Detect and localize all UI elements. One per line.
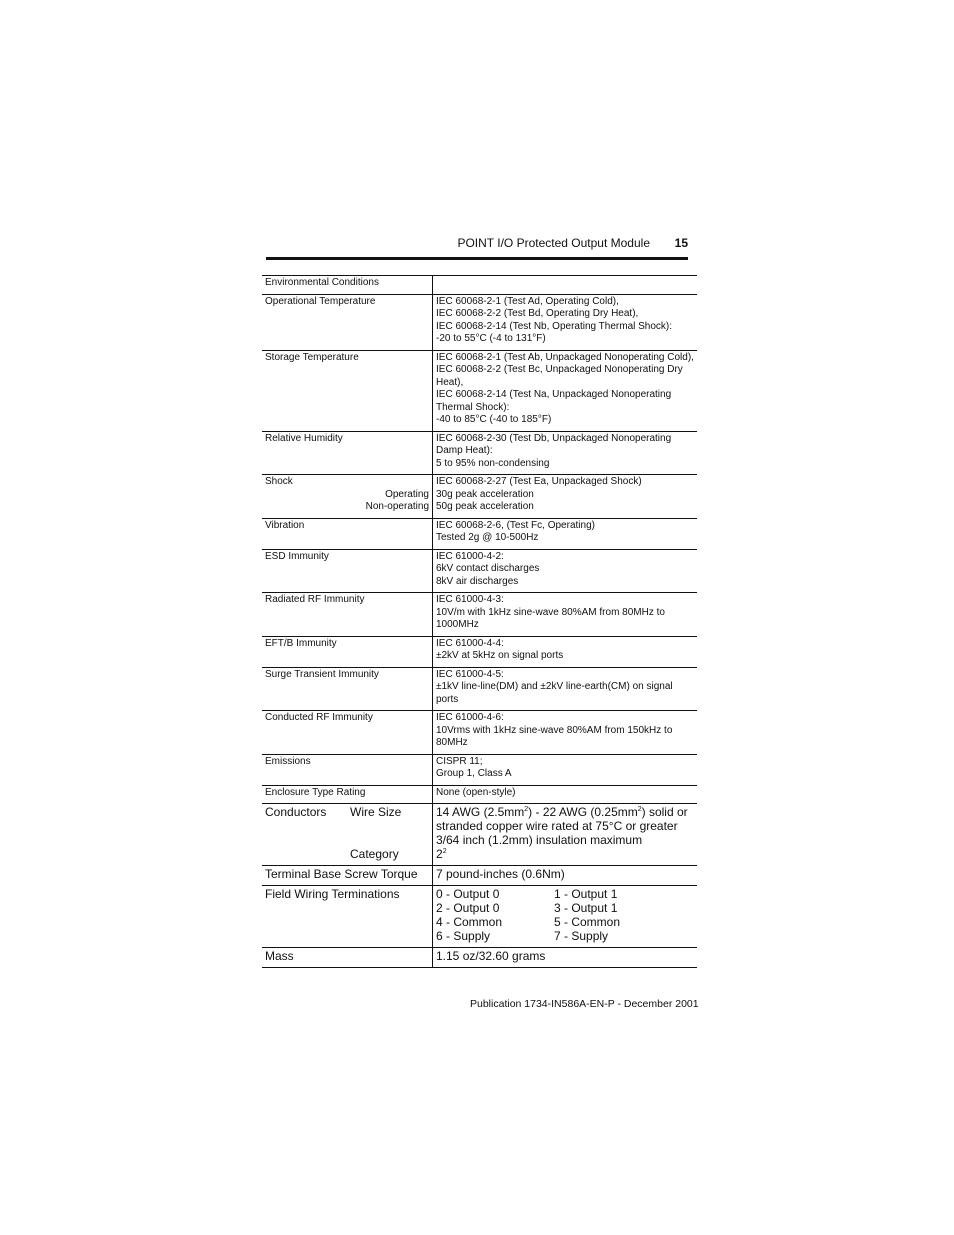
torque-label: Terminal Base Screw Torque <box>262 866 433 886</box>
shock-value: IEC 60068-2-27 (Test Ea, Unpackaged Shock) 30g peak acceleration 50g peak acceleration <box>433 475 698 519</box>
table-row <box>262 711 697 755</box>
table-row <box>262 866 697 886</box>
esd-label: ESD Immunity <box>262 549 433 593</box>
page-number: 15 <box>674 236 688 250</box>
publication-footer: Publication 1734-IN586A-EN-P - December 2001 <box>470 998 699 1010</box>
terminal-item: 1 - Output 1 <box>554 887 618 901</box>
shock-label: Shock Operating Non-operating <box>262 475 433 519</box>
wire-size-label: Wire Size <box>350 805 402 819</box>
terminal-item: 3 - Output 1 <box>554 901 618 915</box>
emissions-label: Emissions <box>262 754 433 785</box>
storage-temp-value: IEC 60068-2-1 (Test Ab, Unpackaged Nonoperating Cold), IEC 60068-2-2 (Test Bc, Unpackaged Nonoperating Dry Heat), IEC 60068-2-14 (Test Na, Unpackaged Nonoperating Thermal Shock): -40 to 85°C (-40 to 185°F) <box>433 350 698 431</box>
eft-value: IEC 61000-4-4: ±2kV at 5kHz on signal ports <box>433 636 698 667</box>
conductors-label: Conductors Wire Size Category <box>262 804 433 866</box>
table-row <box>262 518 697 549</box>
table-row <box>262 276 697 295</box>
operational-temp-value: IEC 60068-2-1 (Test Ad, Operating Cold), IEC 60068-2-2 (Test Bd, Operating Dry Heat), IEC 60068-2-14 (Test Nb, Operating Thermal Shock): -20 to 55°C (-4 to 131°F) <box>433 294 698 350</box>
table-row <box>262 886 697 948</box>
conductors-value: 14 AWG $(2.5mm^2) - 22$ AWG $(0.25mm^2)$ solid or stranded copper wire rated at 75°C or greater 3/64 inch (1.2mm) insulation maximum $2^2$ <box>433 804 698 866</box>
table-row <box>262 754 697 785</box>
terminal-item: 2 - Output 0 <box>436 901 500 915</box>
emissions-value: CISPR 11; Group 1, Class A <box>433 754 698 785</box>
field-wiring-value <box>433 886 698 948</box>
esd-value: IEC 61000-4-2: 6kV contact discharges 8kV air discharges <box>433 549 698 593</box>
table-row <box>262 294 697 350</box>
table-row <box>262 431 697 475</box>
radiated-rf-label: Radiated RF Immunity <box>262 593 433 637</box>
vibration-value: IEC 60068-2-6, (Test Fc, Operating) Tested 2g @ 10-500Hz <box>433 518 698 549</box>
humidity-value: IEC 60068-2-30 (Test Db, Unpackaged Nonoperating Damp Heat): 5 to 95% non-condensing <box>433 431 698 475</box>
mass-value: 1.15 oz/32.60 grams <box>433 948 698 968</box>
enclosure-label: Enclosure Type Rating <box>262 785 433 804</box>
torque-value: 7 pound-inches (0.6Nm) <box>433 866 698 886</box>
table-row <box>262 549 697 593</box>
page-header <box>266 236 690 258</box>
terminal-item: 4 - Common <box>436 915 503 929</box>
surge-label: Surge Transient Immunity <box>262 667 433 711</box>
operational-temp-label: Operational Temperature <box>262 294 433 350</box>
terminal-item: 7 - Supply <box>554 929 609 943</box>
storage-temp-label: Storage Temperature <box>262 350 433 431</box>
table-row <box>262 667 697 711</box>
field-wiring-label: Field Wiring Terminations <box>262 886 433 948</box>
table-row <box>262 593 697 637</box>
enclosure-value: None (open-style) <box>433 785 698 804</box>
mass-label: Mass <box>262 948 433 968</box>
terminal-item: 0 - Output 0 <box>436 887 500 901</box>
table-row <box>262 785 697 804</box>
specifications-table <box>262 275 697 968</box>
table-row <box>262 350 697 431</box>
surge-value: IEC 61000-4-5: ±1kV line-line(DM) and ±2kV line-earth(CM) on signal ports <box>433 667 698 711</box>
terminal-item: 6 - Supply <box>436 929 491 943</box>
table-row <box>262 804 697 866</box>
humidity-label: Relative Humidity <box>262 431 433 475</box>
header-title: POINT I/O Protected Output Module <box>457 236 650 250</box>
terminal-item: 5 - Common <box>554 915 621 929</box>
table-row <box>262 948 697 968</box>
header-rule <box>266 257 688 260</box>
category-label: Category <box>350 847 399 861</box>
shock-nonoperating-label: Non-operating <box>365 501 429 512</box>
conducted-rf-label: Conducted RF Immunity <box>262 711 433 755</box>
env-section-label: Environmental Conditions <box>262 276 433 295</box>
table-row <box>262 636 697 667</box>
radiated-rf-value: IEC 61000-4-3: 10V/m with 1kHz sine-wave 80%AM from 80MHz to 1000MHz <box>433 593 698 637</box>
conducted-rf-value: IEC 61000-4-6: 10Vrms with 1kHz sine-wave 80%AM from 150kHz to 80MHz <box>433 711 698 755</box>
vibration-label: Vibration <box>262 518 433 549</box>
table-row <box>262 475 697 519</box>
shock-operating-label: Operating <box>385 488 429 500</box>
eft-label: EFT/B Immunity <box>262 636 433 667</box>
